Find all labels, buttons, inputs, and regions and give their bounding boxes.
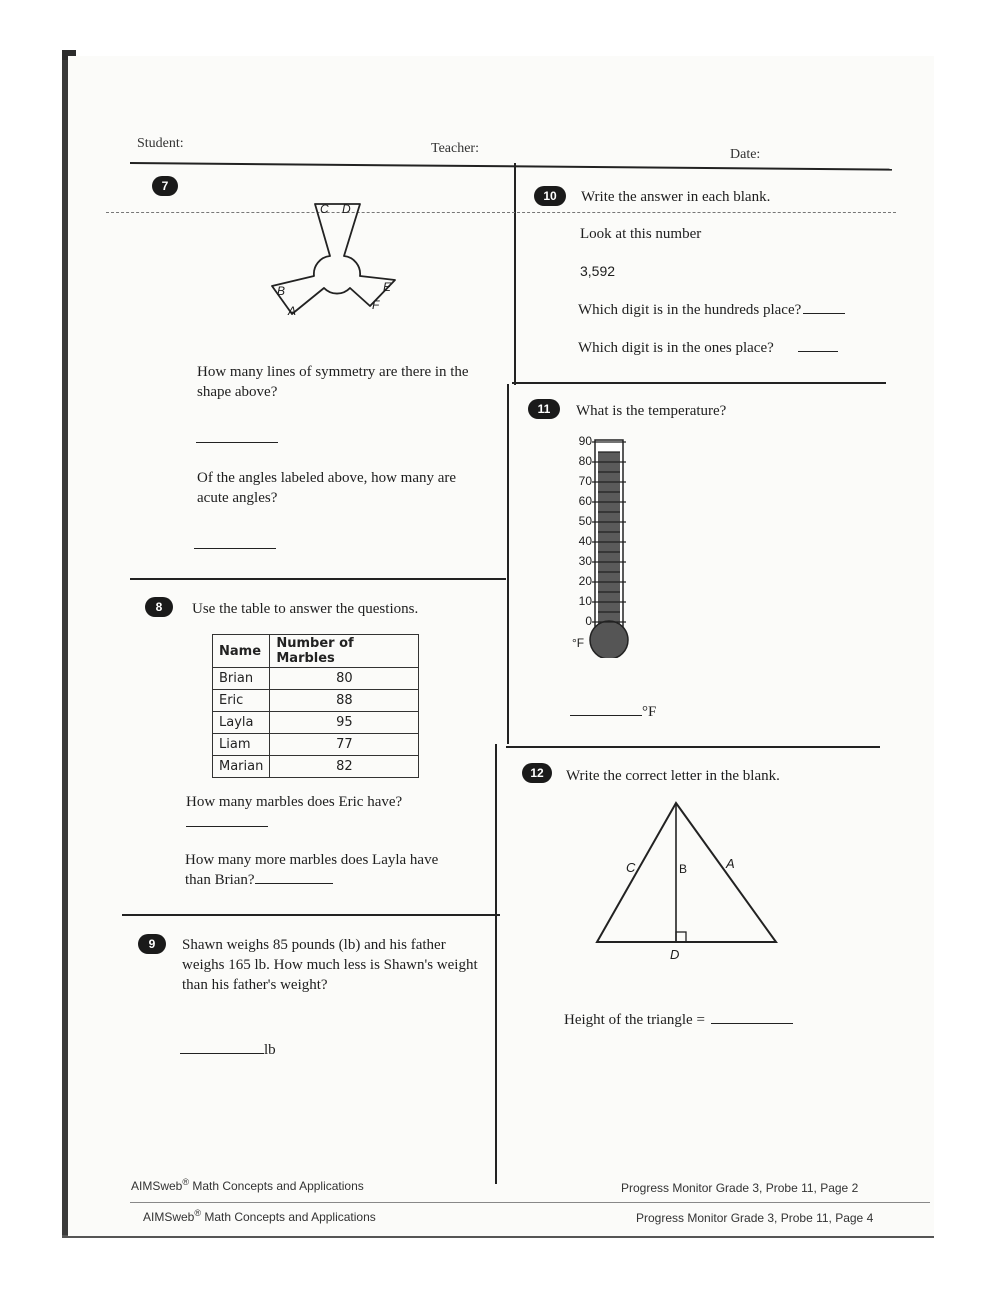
- date-label: Date:: [730, 147, 761, 162]
- table-cell-value: 82: [270, 756, 419, 778]
- thermometer-scale-label: 40: [578, 534, 592, 548]
- q7-label-f: F: [372, 298, 380, 312]
- thermometer-scale-label: 60: [578, 494, 592, 508]
- q11-prompt: What is the temperature?: [576, 403, 727, 419]
- q8-question-eric: How many marbles does Eric have?: [186, 794, 403, 810]
- q7-label-b: B: [277, 284, 286, 298]
- table-header-name: Name: [213, 635, 270, 668]
- q12-number-badge: 12: [522, 763, 552, 783]
- thermometer-scale-label: 20: [578, 574, 592, 588]
- q12-prompt: Write the correct letter in the blank.: [566, 768, 780, 784]
- column-divider-bottom: [495, 744, 497, 1184]
- q7-question-symmetry: How many lines of symmetry are there in the shape above?: [197, 364, 469, 400]
- table-cell-value: 80: [270, 668, 419, 690]
- table-cell-name: Marian: [213, 756, 270, 778]
- footer-right-top: Progress Monitor Grade 3, Probe 11, Page 2: [621, 1181, 859, 1195]
- q9-number-badge: 9: [138, 934, 166, 954]
- thermometer-scale-label: 70: [578, 474, 592, 488]
- q7-question-acute: Of the angles labeled above, how many are acute angles?: [197, 470, 457, 506]
- table-row: [213, 668, 419, 690]
- footer-brand: AIMSweb: [131, 1179, 183, 1193]
- marbles-table: [212, 634, 419, 778]
- q10-question-ones: [578, 338, 838, 358]
- q7-label-c: C: [320, 202, 329, 216]
- q12-question-text: Height of the triangle =: [564, 1012, 705, 1028]
- thermometer-scale-label: 30: [578, 554, 592, 568]
- q8-question-layla-line1: How many more marbles does Layla have: [185, 852, 439, 868]
- table-cell-name: Liam: [213, 734, 270, 756]
- table-row: [213, 712, 419, 734]
- q10-answer-blank-2[interactable]: [798, 351, 838, 352]
- q10-question-ones-text: Which digit is in the ones place?: [578, 340, 774, 356]
- table-row: [213, 690, 419, 712]
- q12-label-d: D: [670, 947, 680, 962]
- q8-answer-blank-1[interactable]: [186, 826, 268, 827]
- footer-left-text: Math Concepts and Applications: [201, 1210, 376, 1224]
- thermometer-scale-label: 10: [578, 594, 592, 608]
- q7-number-badge: 7: [152, 176, 178, 196]
- q10-question-hundreds-text: Which digit is in the hundreds place?: [578, 302, 802, 318]
- column-divider-top: [514, 163, 516, 385]
- q12-label-a: A: [726, 856, 735, 871]
- q10-bottom-rule: [512, 382, 886, 384]
- table-cell-value: 95: [270, 712, 419, 734]
- footer-registered: ®: [182, 1177, 189, 1187]
- q9-unit: lb: [264, 1042, 276, 1058]
- q11-answer-blank[interactable]: [570, 715, 642, 716]
- q7-symmetry-shape: [260, 198, 410, 326]
- teacher-label: Teacher:: [431, 141, 479, 156]
- q8-question-layla-line2: [185, 870, 333, 890]
- q9-question: Shawn weighs 85 pounds (lb) and his father weighs 165 lb. How much less is Shawn's weight than his father's weight?: [182, 937, 478, 993]
- q12-question-line: [564, 1010, 793, 1030]
- q7-answer-blank-2[interactable]: [194, 548, 276, 549]
- footer-right-bottom: Progress Monitor Grade 3, Probe 11, Page 4: [636, 1211, 874, 1225]
- q8-prompt: Use the table to answer the questions.: [192, 601, 419, 617]
- thermometer-mercury: [598, 452, 620, 636]
- footer-registered: ®: [194, 1208, 201, 1218]
- q8-question-layla-text: than Brian?: [185, 872, 255, 888]
- q12-answer-blank[interactable]: [711, 1023, 793, 1024]
- table-cell-value: 77: [270, 734, 419, 756]
- q8-bottom-rule: [122, 914, 500, 916]
- q11-bottom-rule: [506, 746, 880, 748]
- thermometer-unit-label: °F: [572, 636, 585, 650]
- scan-dashed-line: [106, 212, 896, 213]
- q7-label-d: D: [342, 202, 351, 216]
- q7-label-a: A: [288, 304, 297, 318]
- q12-label-c: C: [626, 860, 636, 875]
- footer-left-text: Math Concepts and Applications: [189, 1179, 364, 1193]
- q10-look-text: Look at this number: [580, 226, 702, 242]
- table-cell-name: Eric: [213, 690, 270, 712]
- thermometer-scale-label: 0: [585, 614, 592, 628]
- q7-label-e: E: [383, 280, 392, 294]
- footer-brand: AIMSweb: [143, 1210, 195, 1224]
- table-header-row: [213, 635, 419, 668]
- q10-number-value: 3,592: [580, 263, 616, 279]
- footer-left-top: [131, 1177, 364, 1193]
- q11-number-badge: 11: [528, 399, 560, 419]
- table-cell-value: 88: [270, 690, 419, 712]
- q11-answer-unit: °F: [642, 704, 657, 720]
- q7-answer-blank-1[interactable]: [196, 442, 278, 443]
- footer-left-bottom: [143, 1208, 376, 1224]
- q12-label-b: B: [679, 862, 688, 876]
- table-cell-name: Brian: [213, 668, 270, 690]
- q10-prompt: Write the answer in each blank.: [581, 189, 771, 205]
- thermometer-scale-label: 90: [578, 434, 592, 448]
- student-label: Student:: [137, 136, 184, 151]
- q10-question-hundreds: [578, 300, 845, 320]
- thermometer-scale-label: 50: [578, 514, 592, 528]
- thermometer-scale-label: 80: [578, 454, 592, 468]
- q10-number-badge: 10: [534, 186, 566, 206]
- table-cell-name: Layla: [213, 712, 270, 734]
- q11-answer-line: [570, 702, 656, 722]
- footer-separator: [130, 1202, 930, 1203]
- q10-answer-blank-1[interactable]: [803, 313, 845, 314]
- q9-answer-line: [180, 1040, 276, 1060]
- table-row: [213, 734, 419, 756]
- q7-bottom-rule: [130, 578, 506, 580]
- q9-answer-blank[interactable]: [180, 1053, 264, 1054]
- column-divider-middle: [507, 384, 509, 744]
- q8-answer-blank-2[interactable]: [255, 883, 333, 884]
- table-header-marbles: Number of Marbles: [270, 635, 419, 668]
- thermometer-bulb: [590, 621, 628, 658]
- table-row: [213, 756, 419, 778]
- q8-number-badge: 8: [145, 597, 173, 617]
